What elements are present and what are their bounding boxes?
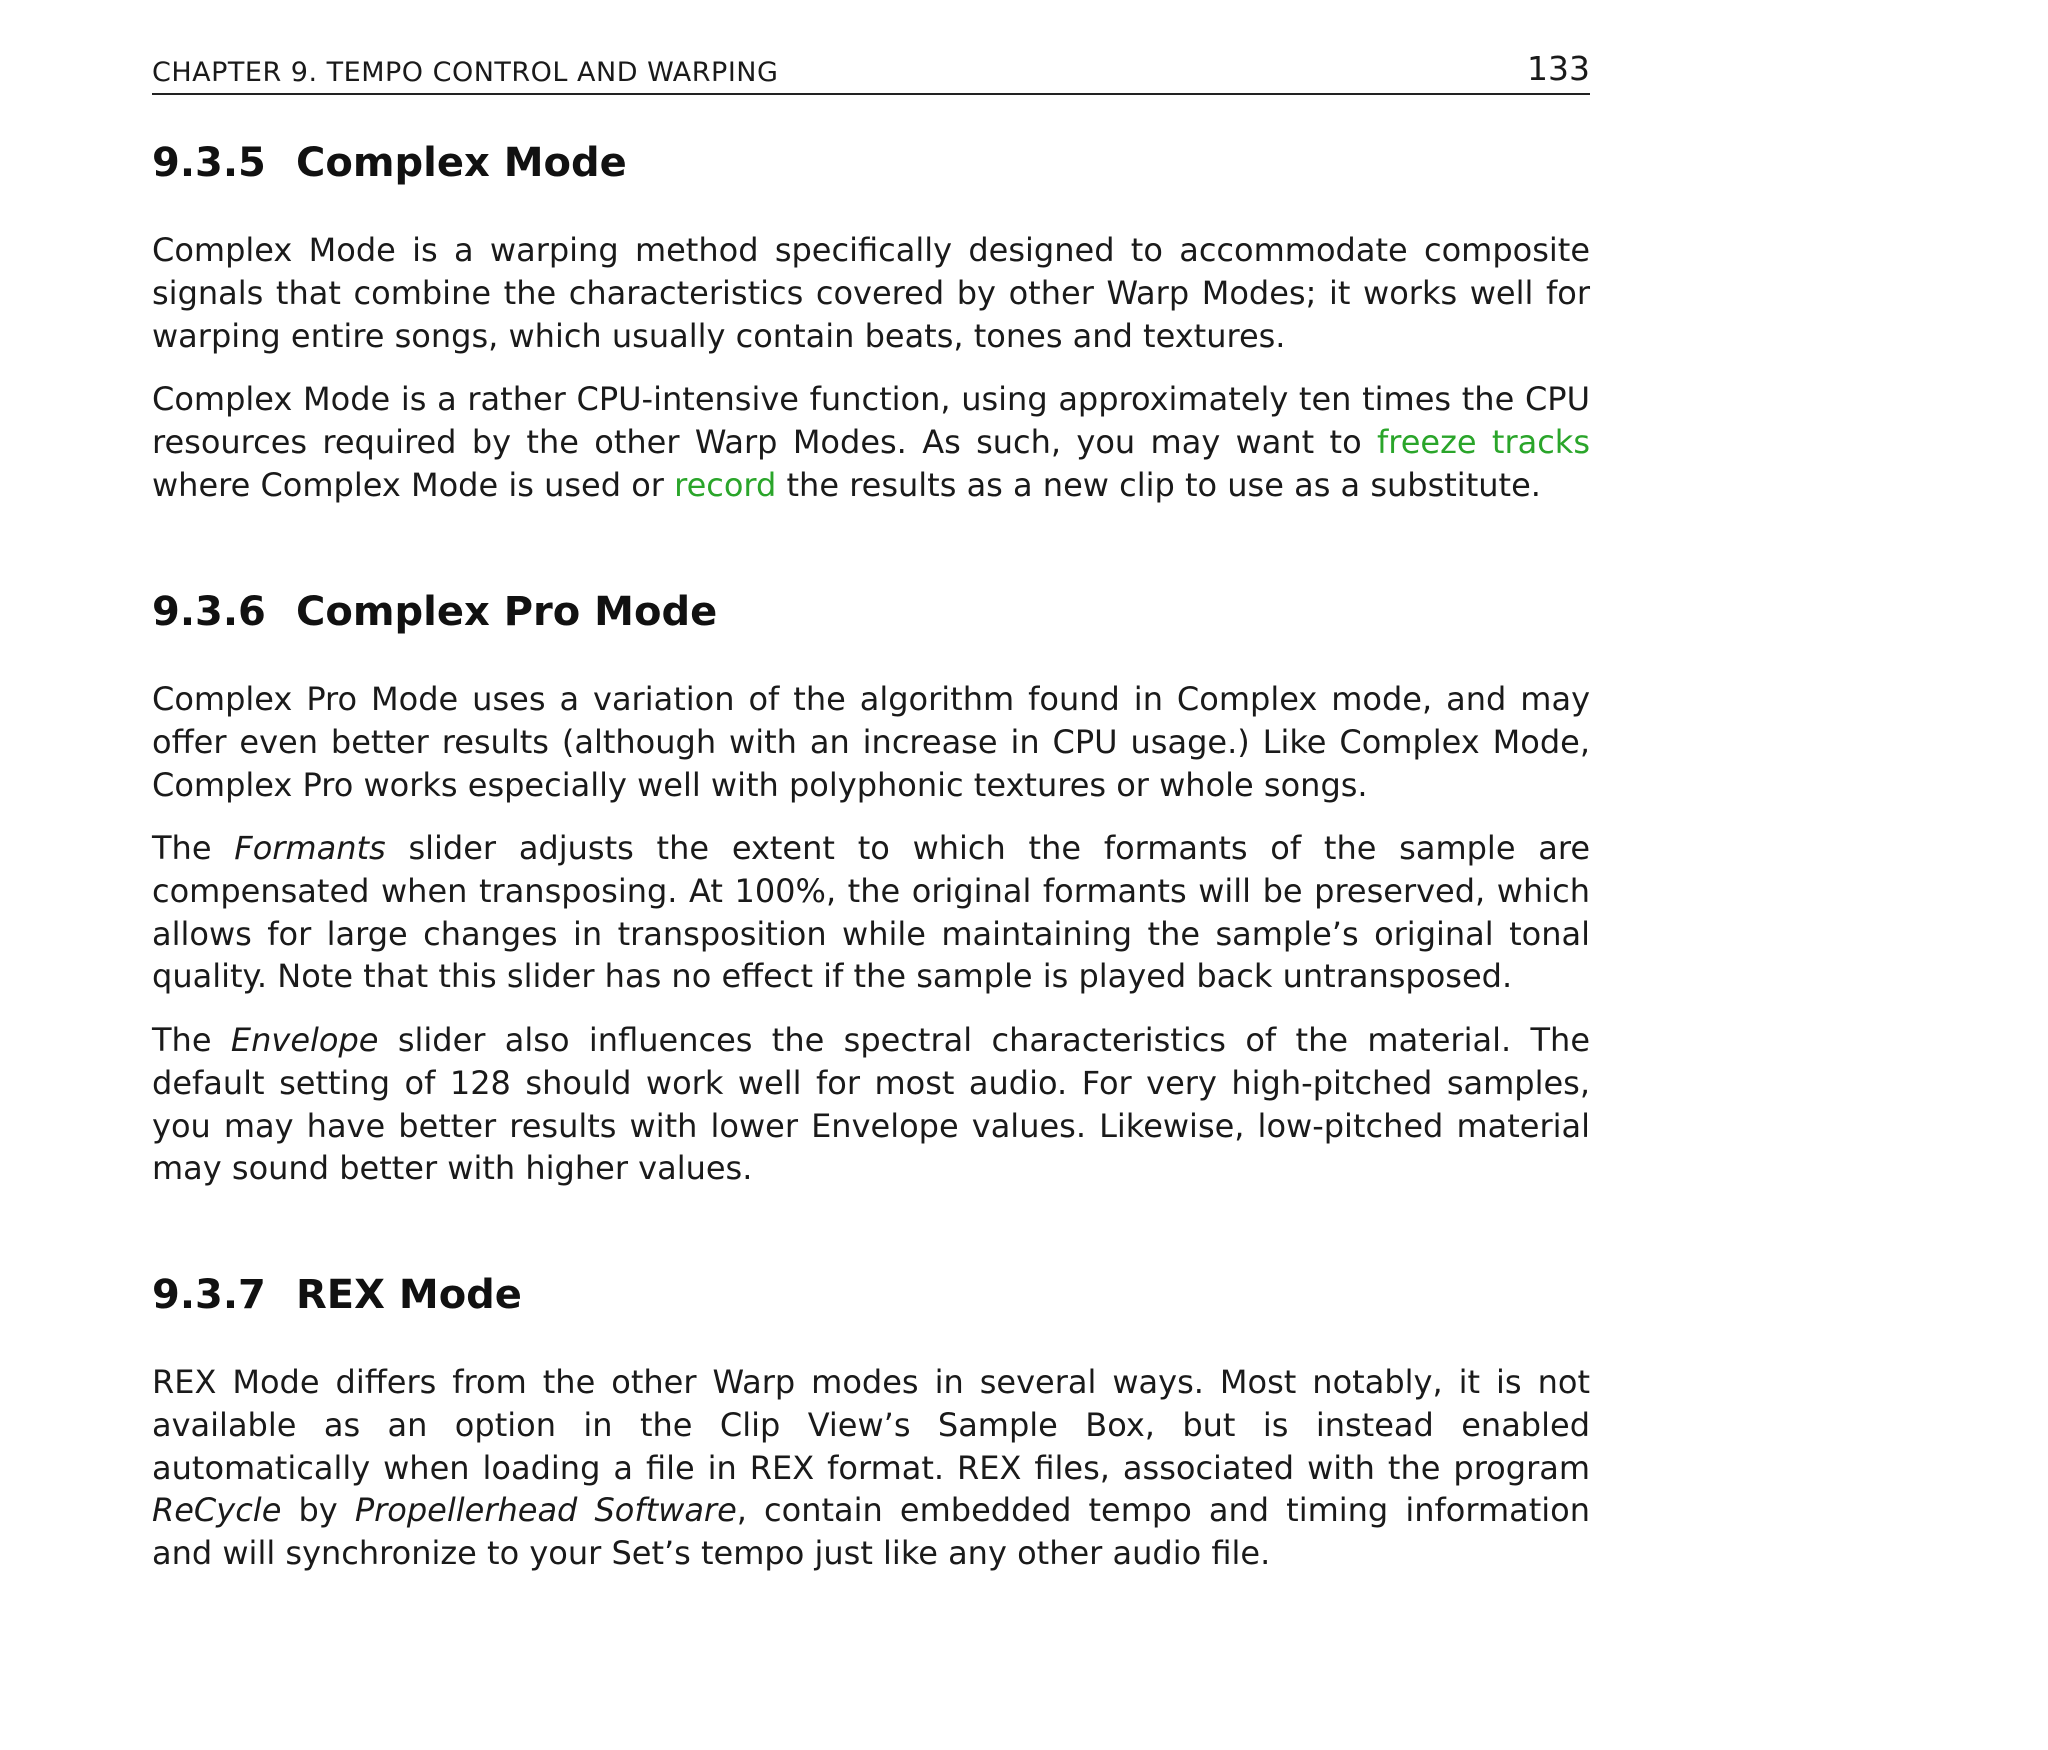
emphasis-propellerhead: Propellerhead Software [354, 1491, 737, 1530]
section-heading [152, 140, 627, 186]
section-number: 9.3.7 [152, 1272, 266, 1318]
section-number: 9.3.6 [152, 589, 266, 635]
section-number: 9.3.5 [152, 140, 266, 186]
paragraph [152, 378, 1590, 506]
emphasis-envelope: Envelope [230, 1021, 379, 1059]
paragraph [152, 827, 1590, 998]
text-run: by [281, 1491, 355, 1530]
section-heading [152, 589, 717, 635]
paragraph [152, 1019, 1590, 1190]
section-heading [152, 1272, 522, 1318]
text-run: where Complex Mode is used or [152, 465, 675, 504]
chapter-title: CHAPTER 9. TEMPO CONTROL AND WARPING [152, 57, 779, 88]
text-run: , contain embedded tempo and timing information and will synchronize to your Set’s tempo just like any other audio file. [152, 1491, 1591, 1572]
text-run: slider also influences the spectral characteristics of the material. The default setting of 128 should work well for most audio. For very high-pitched samples, you may have better results with lower Envelope values. Likewise, low-pitched material may sound better with higher values. [152, 1021, 1591, 1188]
paragraph: Complex Pro Mode uses a variation of the algorithm found in Complex mode, and may offer even better results (although with an increase in CPU usage.) Like Complex Mode, Complex Pro works especially well with polyphonic textures or whole songs. [152, 680, 1590, 804]
section-title: Complex Mode [296, 140, 627, 186]
document-page [152, 44, 1591, 1572]
text-run: the results as a new clip to use as a substitute. [776, 465, 1541, 504]
emphasis-formants: Formants [234, 829, 386, 867]
text-run: Complex Mode is a rather CPU-intensive function, using approximately ten times the CPU resources required by the other Warp Modes. As such, you may want to [152, 380, 1590, 461]
running-header [152, 44, 1590, 95]
paragraph [152, 1361, 1590, 1575]
text-run: REX Mode differs from the other Warp modes in several ways. Most notably, it is not available as an option in the Clip View’s Sample Box, but is instead enabled automatically when loading a file in REX format. REX files, associated with the program [152, 1363, 1590, 1487]
freeze-tracks-link[interactable]: freeze tracks [1376, 422, 1591, 461]
record-link[interactable]: record [674, 465, 777, 504]
page-number: 133 [1527, 49, 1590, 88]
text-run: slider adjusts the extent to which the formants of the sample are compensated when transposing. At 100%, the original formants will be preserved, which allows for large changes in transposition while maintaining the sample’s original tonal quality. Note that this slider has no effect if the sample is played back untransposed. [152, 829, 1591, 996]
section-title: REX Mode [296, 1272, 522, 1318]
emphasis-recycle: ReCycle [152, 1491, 282, 1530]
text-run: The [152, 1021, 231, 1059]
text-run: The [152, 829, 235, 867]
section-title: Complex Pro Mode [296, 589, 718, 635]
paragraph: Complex Mode is a warping method specifically designed to accommodate composite signals that combine the characteristics covered by other Warp Modes; it works well for warping entire songs, which usually contain beats, tones and textures. [152, 231, 1590, 355]
